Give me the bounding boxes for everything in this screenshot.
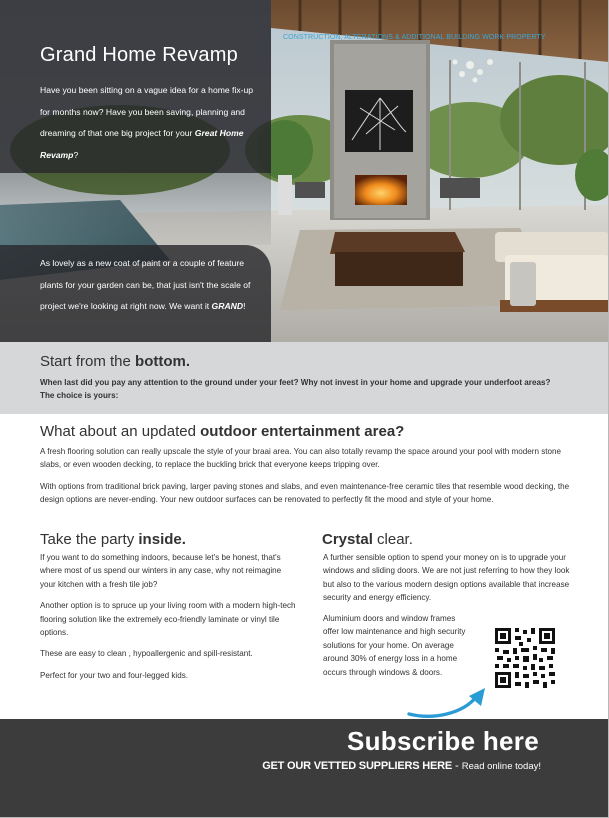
subscribe-line[interactable] — [262, 760, 541, 772]
hero-intro-text: Have you been sitting on a vague idea for a home fix-up for months now? Have you been saving, planning and dreaming of that one big project for your — [40, 85, 254, 138]
crystal-intro: A further sensible option to spend your money on is to upgrade your windows and sliding doors. We are not just referring to how they look but also to the various modern design options available that increase security and energy efficiency. — [323, 553, 570, 603]
hero-outro — [40, 253, 262, 318]
hero-intro-emphasis: Great Home Revamp — [40, 128, 244, 160]
outdoor-section-heading — [40, 423, 404, 440]
bottom-heading-light: Start from the — [40, 353, 131, 370]
outdoor-paragraph: A fresh flooring solution can really upscale the style of your braai area. You can also totally revamp the space around your pool with modern stone slabs, or even wooden decking, to replace the buckling brick that everyone keeps tripping over. — [40, 447, 562, 470]
hero-outro-emphasis: GRAND — [211, 301, 244, 311]
party-paragraph: If you want to do something indoors, because let's be honest, that's where most of us spend our winters in any case, why not reimagine your kitchen with a fresh tile job? — [40, 553, 282, 589]
hero-section — [0, 0, 609, 342]
outdoor-heading-light: What about an updated — [40, 423, 196, 440]
crystal-section-heading — [322, 531, 413, 548]
party-heading-bold: inside. — [138, 531, 186, 548]
party-heading-light: Take the party — [40, 531, 135, 548]
party-paragraph: Another option is to spruce up your living room with a modern high-tech flooring solution like the extremely eco-friendly laminate or vinyl tile options. — [40, 601, 296, 638]
crystal-narrow-text: Aluminium doors and window frames offer low maintenance and high security solutions for your home. On average around 30% of energy loss in a home occurs through windows & doors. — [323, 614, 466, 677]
party-paragraph: These are easy to clean , hypoallergenic and spill-resistant. — [40, 649, 253, 659]
crystal-heading-bold: Crystal — [322, 531, 373, 548]
bottom-section-body: When last did you pay any attention to the ground under your feet? Why not invest in your home and upgrade your underfoot areas? The choice is yours: — [40, 378, 551, 401]
hero-intro — [40, 80, 262, 166]
party-section-body — [40, 551, 298, 690]
subscribe-tail: Read online today! — [461, 761, 541, 772]
qr-code-icon[interactable] — [493, 626, 557, 690]
curved-arrow-icon — [405, 686, 489, 720]
hero-outro-text: As lovely as a new coat of paint or a couple of feature plants for your garden can be, that just isn't the scale of project we're looking at right now. We want it — [40, 258, 251, 311]
crystal-heading-light: clear. — [377, 531, 413, 548]
outdoor-heading-bold: outdoor entertainment area? — [200, 423, 405, 440]
subscribe-title[interactable]: Subscribe here — [346, 726, 539, 756]
hero-intro-end: ? — [73, 149, 79, 160]
bottom-heading-bold: bottom. — [135, 353, 191, 370]
subscribe-separator: - — [451, 760, 462, 772]
hero-outro-end: ! — [243, 301, 246, 311]
party-section-heading — [40, 531, 186, 548]
bottom-section-heading — [40, 353, 190, 370]
hero-tagline: CONSTRUCTION, ALTERATIONS & ADDITIONAL BUILDING WORK PROPERTY — [283, 34, 546, 41]
outdoor-paragraph: With options from traditional brick paving, larger paving stones and slabs, and even maintenance-free ceramic tiles that resemble wood decking, the design options are never-ending. Your new outdoor surfaces can be renovated to perfectly fit the mood and style of your home. — [40, 481, 570, 505]
subscribe-lead: GET OUR VETTED SUPPLIERS HERE — [262, 760, 452, 772]
outdoor-section-body — [40, 445, 570, 515]
page-title: Grand Home Revamp — [40, 44, 238, 66]
party-paragraph: Perfect for your two and four-legged kids. — [40, 670, 189, 680]
